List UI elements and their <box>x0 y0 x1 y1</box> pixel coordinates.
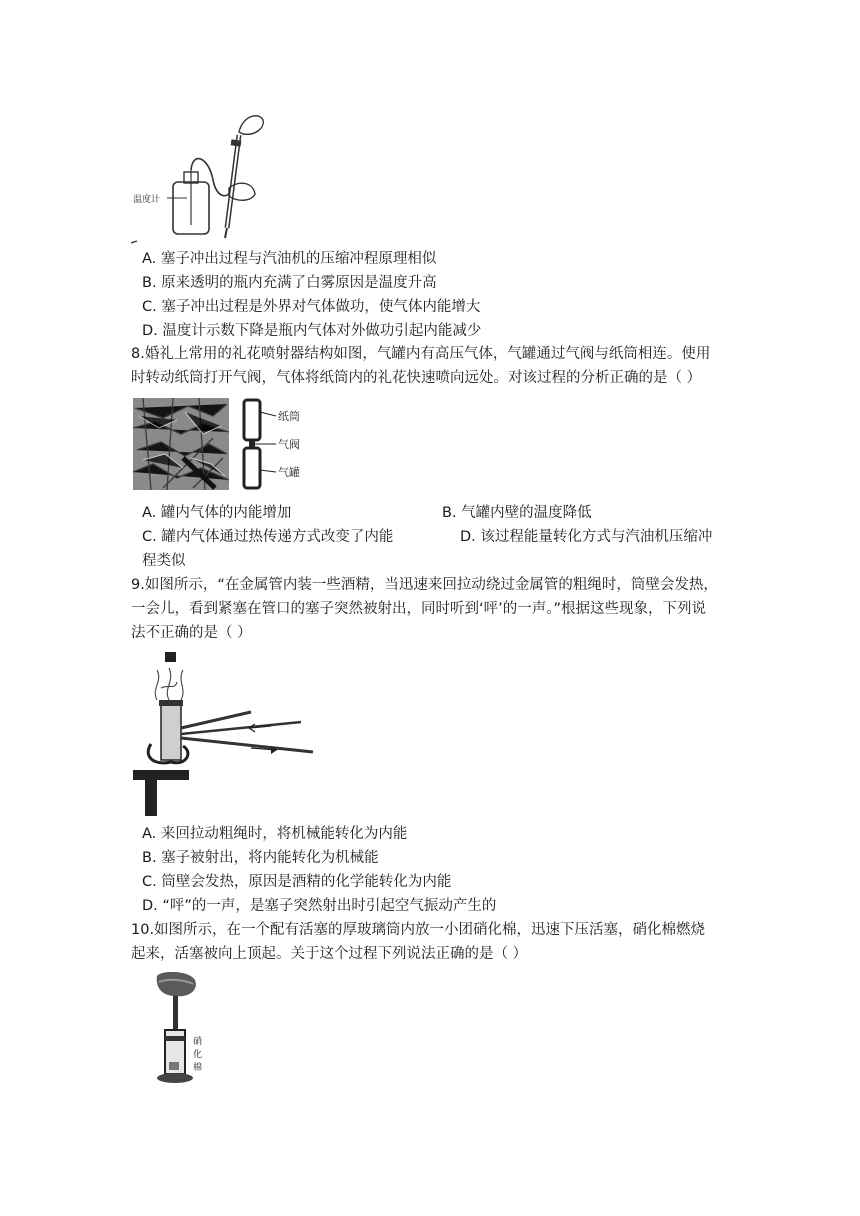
q8-stem-line1: 8.婚礼上常用的礼花喷射器结构如图，气罐内有高压气体，气罐通过气阀与纸筒相连。使用 <box>131 346 711 362</box>
q7-option-a: A. 塞子冲出过程与汽油机的压缩冲程原理相似 <box>142 251 437 267</box>
label-nitrocellulose-1: 硝 <box>193 1037 203 1047</box>
q8-option-d-continued: 程类似 <box>142 553 186 569</box>
q8-option-c: C. 罐内气体通过热传递方式改变了内能 <box>142 529 394 545</box>
q9-stem-line3: 法不正确的是（ ） <box>131 625 252 641</box>
label-nitrocellulose-3: 棉 <box>193 1063 203 1073</box>
q7-option-d: D. 温度计示数下降是瓶内气体对外做功引起内能减少 <box>142 323 482 339</box>
q8-option-a: A. 罐内气体的内能增加 <box>142 505 292 521</box>
q9-option-c: C. 筒壁会发热，原因是酒精的化学能转化为内能 <box>142 874 452 890</box>
label-paper-tube: 纸筒 <box>278 410 300 423</box>
q9-stem-line1: 9.如图所示，“在金属管内装一些酒精，当迅速来回拉动绕过金属管的粗绳时，筒壁会发热， <box>131 577 718 593</box>
metal-tube-rope-figure <box>131 648 316 818</box>
q9-option-d: D. “呯”的一声，是塞子突然射出时引起空气振动产生的 <box>142 898 497 914</box>
q9-option-a: A. 来回拉动粗绳时，将机械能转化为内能 <box>142 826 408 842</box>
q10-stem-line2: 起来，活塞被向上顶起。关于这个过程下列说法正确的是（ ） <box>131 946 528 962</box>
q9-stem-line2: 一会儿，看到紧塞在管口的塞子突然被射出，同时听到‘呯’的一声。”根据这些现象，下列说 <box>131 601 706 617</box>
q10-stem-line1: 10.如图所示，在一个配有活塞的厚玻璃筒内放一小团硝化棉，迅速下压活塞，硝化棉燃烧 <box>131 922 706 938</box>
q8-option-d: D. 该过程能量转化方式与汽油机压缩冲 <box>460 529 713 545</box>
q8-stem-line2: 时转动纸筒打开气阀，气体将纸筒内的礼花快速喷向远处。对该过程的分析正确的是（ ） <box>131 370 702 386</box>
q7-option-b: B. 原来透明的瓶内充满了白雾原因是温度升高 <box>142 275 437 291</box>
q9-option-b: B. 塞子被射出，将内能转化为机械能 <box>142 850 379 866</box>
glass-tube-piston-figure <box>145 972 215 1087</box>
label-nitrocellulose-2: 化 <box>193 1050 203 1060</box>
label-valve: 气阀 <box>278 438 300 451</box>
label-gas-tank: 气罐 <box>278 466 300 479</box>
thermometer-label: 温度计 <box>133 195 161 205</box>
bottle-pump-figure <box>131 110 276 250</box>
confetti-cannon-photo <box>133 398 229 490</box>
q8-option-b: B. 气罐内壁的温度降低 <box>442 505 592 521</box>
confetti-cannon-structure <box>238 398 308 490</box>
q7-option-c: C. 塞子冲出过程是外界对气体做功，使气体内能增大 <box>142 299 481 315</box>
